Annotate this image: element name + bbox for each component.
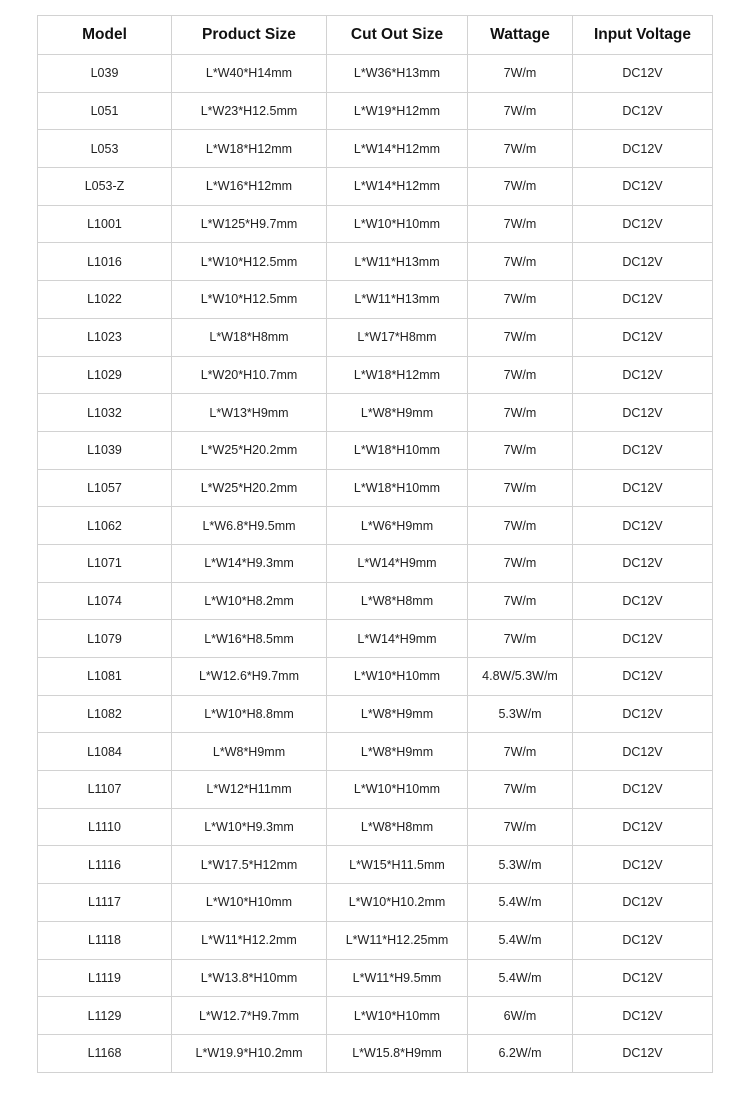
table-row (38, 771, 713, 809)
cell-wattage: 7W/m (468, 318, 573, 356)
header-input-voltage: Input Voltage (573, 16, 713, 55)
cell-wattage: 7W/m (468, 394, 573, 432)
cell-product-size: L*W18*H12mm (172, 130, 327, 168)
cell-product-size: L*W19.9*H10.2mm (172, 1034, 327, 1072)
table-row (38, 394, 713, 432)
cell-input-voltage: DC12V (573, 394, 713, 432)
table-row (38, 997, 713, 1035)
table-row (38, 658, 713, 696)
table-row (38, 281, 713, 319)
cell-product-size: L*W25*H20.2mm (172, 431, 327, 469)
cell-input-voltage: DC12V (573, 55, 713, 93)
cell-product-size: L*W10*H12.5mm (172, 281, 327, 319)
cell-wattage: 5.3W/m (468, 846, 573, 884)
cell-model: L1107 (38, 771, 172, 809)
cell-cut-out-size: L*W10*H10mm (327, 771, 468, 809)
cell-input-voltage: DC12V (573, 507, 713, 545)
cell-input-voltage: DC12V (573, 582, 713, 620)
cell-model: L1116 (38, 846, 172, 884)
cell-model: L1119 (38, 959, 172, 997)
table-row (38, 884, 713, 922)
cell-input-voltage: DC12V (573, 431, 713, 469)
cell-product-size: L*W20*H10.7mm (172, 356, 327, 394)
cell-input-voltage: DC12V (573, 997, 713, 1035)
table-header (38, 16, 713, 55)
cell-input-voltage: DC12V (573, 808, 713, 846)
cell-input-voltage: DC12V (573, 243, 713, 281)
cell-model: L1022 (38, 281, 172, 319)
table-row (38, 695, 713, 733)
cell-product-size: L*W8*H9mm (172, 733, 327, 771)
table-row (38, 808, 713, 846)
table-row (38, 1034, 713, 1072)
cell-product-size: L*W12.6*H9.7mm (172, 658, 327, 696)
cell-product-size: L*W18*H8mm (172, 318, 327, 356)
cell-input-voltage: DC12V (573, 733, 713, 771)
cell-cut-out-size: L*W15*H11.5mm (327, 846, 468, 884)
cell-cut-out-size: L*W8*H9mm (327, 733, 468, 771)
table-row (38, 959, 713, 997)
cell-cut-out-size: L*W14*H9mm (327, 620, 468, 658)
cell-product-size: L*W10*H9.3mm (172, 808, 327, 846)
header-product-size: Product Size (172, 16, 327, 55)
cell-model: L1074 (38, 582, 172, 620)
cell-wattage: 7W/m (468, 544, 573, 582)
cell-model: L1117 (38, 884, 172, 922)
cell-input-voltage: DC12V (573, 959, 713, 997)
cell-model: L053-Z (38, 168, 172, 206)
table-row (38, 55, 713, 93)
cell-input-voltage: DC12V (573, 168, 713, 206)
cell-product-size: L*W16*H8.5mm (172, 620, 327, 658)
cell-wattage: 5.4W/m (468, 921, 573, 959)
cell-input-voltage: DC12V (573, 281, 713, 319)
cell-input-voltage: DC12V (573, 658, 713, 696)
cell-product-size: L*W14*H9.3mm (172, 544, 327, 582)
cell-cut-out-size: L*W18*H10mm (327, 469, 468, 507)
cell-model: L053 (38, 130, 172, 168)
cell-product-size: L*W12*H11mm (172, 771, 327, 809)
cell-input-voltage: DC12V (573, 846, 713, 884)
cell-input-voltage: DC12V (573, 544, 713, 582)
table-row (38, 243, 713, 281)
table-row (38, 92, 713, 130)
cell-input-voltage: DC12V (573, 921, 713, 959)
cell-wattage: 7W/m (468, 55, 573, 93)
table-row (38, 168, 713, 206)
cell-input-voltage: DC12V (573, 620, 713, 658)
cell-cut-out-size: L*W11*H13mm (327, 281, 468, 319)
cell-wattage: 7W/m (468, 168, 573, 206)
cell-product-size: L*W10*H8.8mm (172, 695, 327, 733)
cell-wattage: 6.2W/m (468, 1034, 573, 1072)
cell-product-size: L*W13.8*H10mm (172, 959, 327, 997)
cell-model: L039 (38, 55, 172, 93)
cell-cut-out-size: L*W8*H9mm (327, 695, 468, 733)
cell-cut-out-size: L*W14*H9mm (327, 544, 468, 582)
header-wattage: Wattage (468, 16, 573, 55)
spec-table-container (37, 15, 712, 1073)
product-spec-table (37, 15, 713, 1073)
table-row (38, 544, 713, 582)
cell-cut-out-size: L*W8*H9mm (327, 394, 468, 432)
cell-wattage: 7W/m (468, 92, 573, 130)
cell-cut-out-size: L*W14*H12mm (327, 168, 468, 206)
cell-model: L1057 (38, 469, 172, 507)
cell-product-size: L*W125*H9.7mm (172, 205, 327, 243)
cell-cut-out-size: L*W18*H12mm (327, 356, 468, 394)
cell-input-voltage: DC12V (573, 130, 713, 168)
cell-wattage: 7W/m (468, 469, 573, 507)
table-row (38, 582, 713, 620)
cell-wattage: 5.4W/m (468, 959, 573, 997)
cell-product-size: L*W11*H12.2mm (172, 921, 327, 959)
cell-input-voltage: DC12V (573, 205, 713, 243)
header-row (38, 16, 713, 55)
cell-cut-out-size: L*W36*H13mm (327, 55, 468, 93)
cell-model: L1001 (38, 205, 172, 243)
table-row (38, 620, 713, 658)
cell-input-voltage: DC12V (573, 318, 713, 356)
cell-model: L1032 (38, 394, 172, 432)
table-row (38, 921, 713, 959)
table-row (38, 846, 713, 884)
cell-wattage: 5.3W/m (468, 695, 573, 733)
cell-cut-out-size: L*W18*H10mm (327, 431, 468, 469)
cell-input-voltage: DC12V (573, 1034, 713, 1072)
cell-input-voltage: DC12V (573, 884, 713, 922)
table-row (38, 356, 713, 394)
table-row (38, 431, 713, 469)
cell-product-size: L*W40*H14mm (172, 55, 327, 93)
table-row (38, 130, 713, 168)
cell-model: L1168 (38, 1034, 172, 1072)
cell-model: L1110 (38, 808, 172, 846)
cell-model: L1039 (38, 431, 172, 469)
cell-wattage: 7W/m (468, 356, 573, 394)
cell-wattage: 7W/m (468, 281, 573, 319)
cell-cut-out-size: L*W10*H10mm (327, 658, 468, 696)
cell-cut-out-size: L*W19*H12mm (327, 92, 468, 130)
cell-product-size: L*W12.7*H9.7mm (172, 997, 327, 1035)
cell-wattage: 4.8W/5.3W/m (468, 658, 573, 696)
cell-input-voltage: DC12V (573, 771, 713, 809)
cell-product-size: L*W10*H12.5mm (172, 243, 327, 281)
cell-wattage: 5.4W/m (468, 884, 573, 922)
table-row (38, 469, 713, 507)
header-model: Model (38, 16, 172, 55)
header-cut-out-size: Cut Out Size (327, 16, 468, 55)
cell-cut-out-size: L*W11*H12.25mm (327, 921, 468, 959)
cell-model: L1084 (38, 733, 172, 771)
cell-wattage: 7W/m (468, 431, 573, 469)
cell-cut-out-size: L*W8*H8mm (327, 582, 468, 620)
table-row (38, 205, 713, 243)
cell-cut-out-size: L*W17*H8mm (327, 318, 468, 356)
cell-wattage: 7W/m (468, 582, 573, 620)
cell-cut-out-size: L*W6*H9mm (327, 507, 468, 545)
cell-model: L1071 (38, 544, 172, 582)
cell-model: L1079 (38, 620, 172, 658)
cell-cut-out-size: L*W10*H10.2mm (327, 884, 468, 922)
cell-wattage: 7W/m (468, 808, 573, 846)
cell-input-voltage: DC12V (573, 92, 713, 130)
cell-model: L1029 (38, 356, 172, 394)
cell-cut-out-size: L*W10*H10mm (327, 205, 468, 243)
cell-input-voltage: DC12V (573, 469, 713, 507)
cell-model: L1129 (38, 997, 172, 1035)
cell-input-voltage: DC12V (573, 356, 713, 394)
table-body (38, 55, 713, 1073)
cell-wattage: 6W/m (468, 997, 573, 1035)
cell-model: L1062 (38, 507, 172, 545)
cell-product-size: L*W17.5*H12mm (172, 846, 327, 884)
cell-cut-out-size: L*W15.8*H9mm (327, 1034, 468, 1072)
cell-product-size: L*W10*H8.2mm (172, 582, 327, 620)
cell-cut-out-size: L*W10*H10mm (327, 997, 468, 1035)
cell-product-size: L*W16*H12mm (172, 168, 327, 206)
cell-wattage: 7W/m (468, 771, 573, 809)
table-row (38, 318, 713, 356)
cell-cut-out-size: L*W11*H9.5mm (327, 959, 468, 997)
cell-product-size: L*W25*H20.2mm (172, 469, 327, 507)
table-row (38, 507, 713, 545)
cell-model: L051 (38, 92, 172, 130)
cell-model: L1082 (38, 695, 172, 733)
cell-wattage: 7W/m (468, 733, 573, 771)
cell-wattage: 7W/m (468, 620, 573, 658)
cell-cut-out-size: L*W8*H8mm (327, 808, 468, 846)
table-row (38, 733, 713, 771)
cell-wattage: 7W/m (468, 243, 573, 281)
cell-product-size: L*W10*H10mm (172, 884, 327, 922)
cell-wattage: 7W/m (468, 205, 573, 243)
cell-product-size: L*W23*H12.5mm (172, 92, 327, 130)
cell-model: L1081 (38, 658, 172, 696)
cell-cut-out-size: L*W11*H13mm (327, 243, 468, 281)
cell-wattage: 7W/m (468, 507, 573, 545)
cell-wattage: 7W/m (468, 130, 573, 168)
cell-product-size: L*W13*H9mm (172, 394, 327, 432)
cell-model: L1016 (38, 243, 172, 281)
cell-product-size: L*W6.8*H9.5mm (172, 507, 327, 545)
cell-cut-out-size: L*W14*H12mm (327, 130, 468, 168)
cell-input-voltage: DC12V (573, 695, 713, 733)
cell-model: L1118 (38, 921, 172, 959)
cell-model: L1023 (38, 318, 172, 356)
